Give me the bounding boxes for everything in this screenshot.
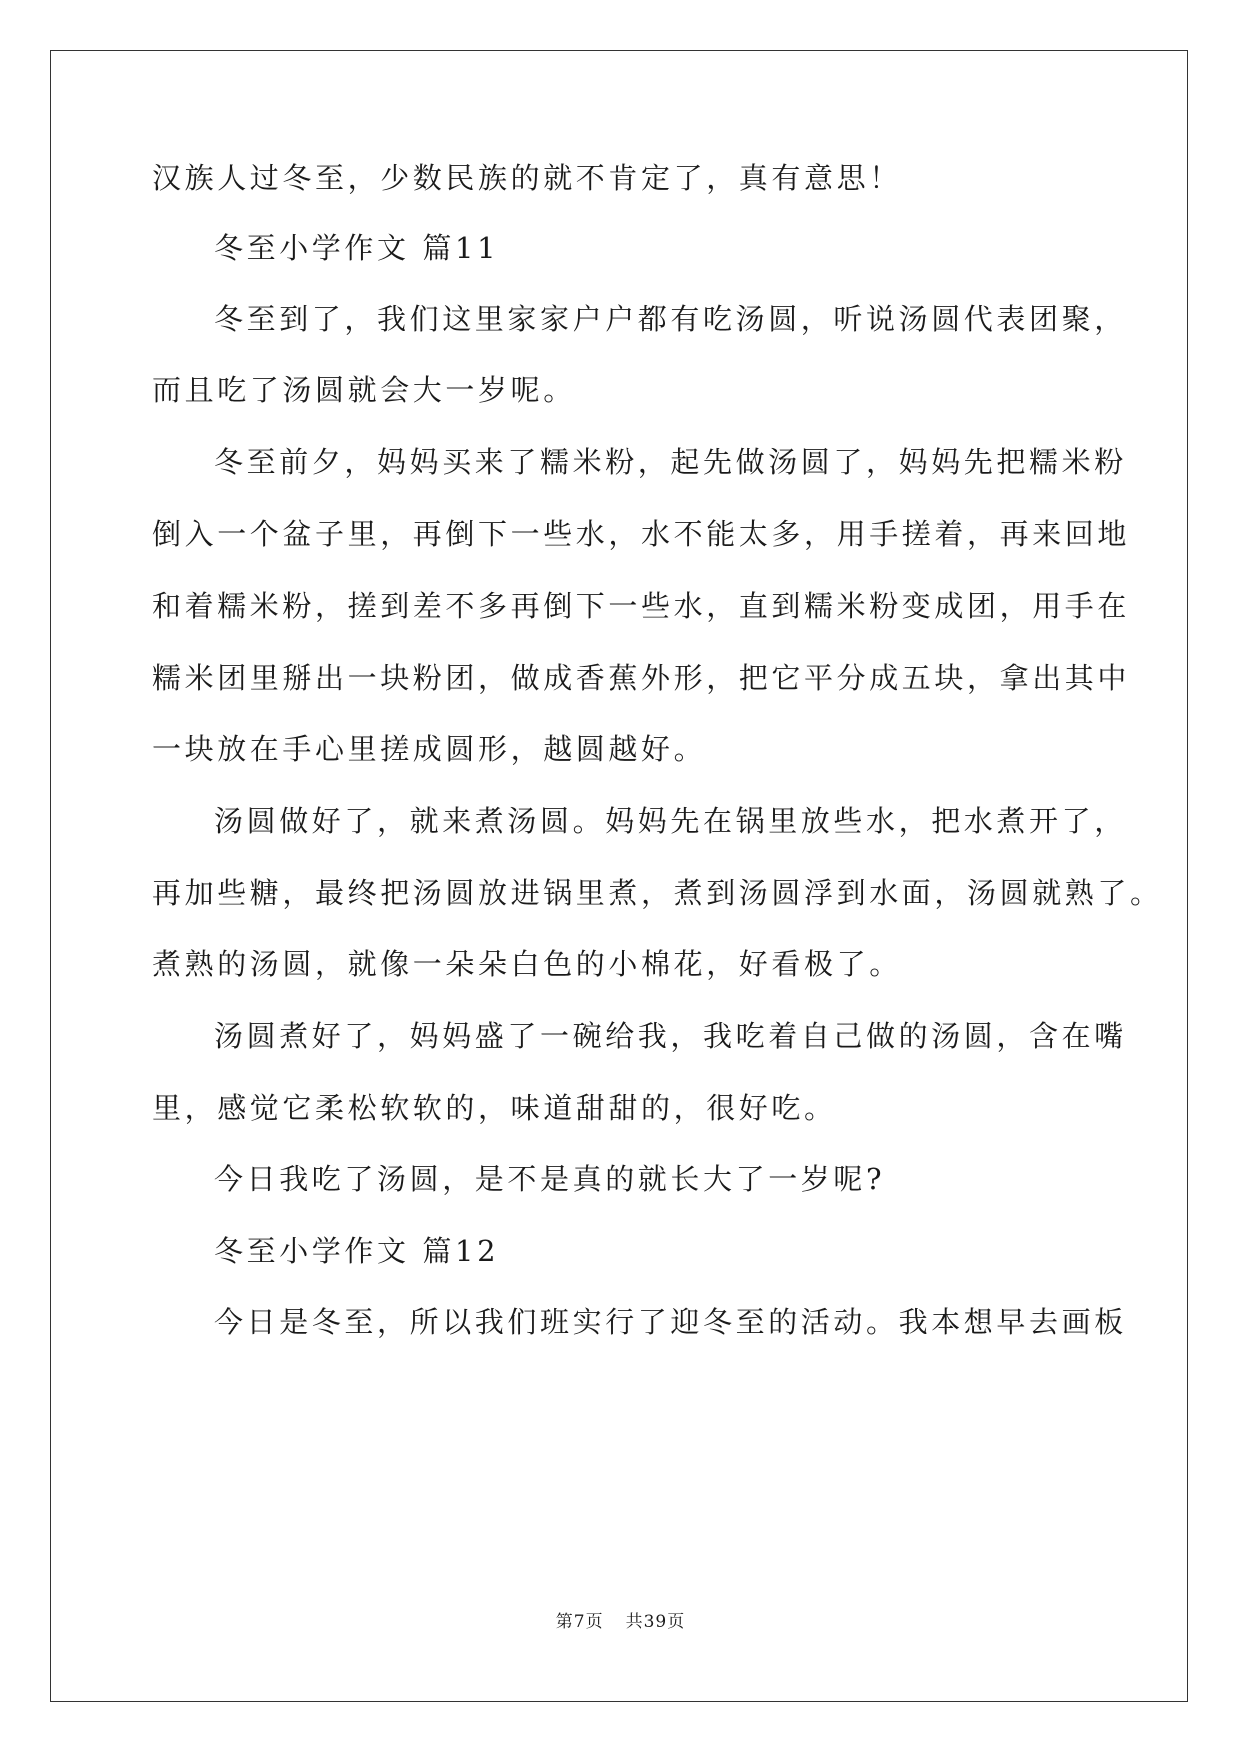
text-line: 和着糯米粉，搓到差不多再倒下一些水，直到糯米粉变成团，用手在 <box>152 589 1131 623</box>
text-line: 再加些糖，最终把汤圆放进锅里煮，煮到汤圆浮到水面，汤圆就熟了。 <box>152 876 1163 910</box>
text-line: 今日我吃了汤圆，是不是真的就长大了一岁呢? <box>214 1162 886 1196</box>
section-heading: 冬至小学作文 篇12 <box>214 1234 500 1268</box>
text-line: 今日是冬至，所以我们班实行了迎冬至的活动。我本想早去画板 <box>214 1305 1127 1339</box>
page-number: 第7页 <box>555 1612 604 1632</box>
text-line: 一块放在手心里搓成圆形，越圆越好。 <box>152 732 707 766</box>
text-line: 汤圆煮好了，妈妈盛了一碗给我，我吃着自己做的汤圆，含在嘴 <box>214 1019 1127 1053</box>
text-line: 冬至到了，我们这里家家户户都有吃汤圆，听说汤圆代表团聚， <box>214 302 1127 336</box>
text-line: 汉族人过冬至，少数民族的就不肯定了，真有意思！ <box>152 161 902 195</box>
text-line: 而且吃了汤圆就会大一岁呢。 <box>152 373 576 407</box>
text-line: 里，感觉它柔松软软的，味道甜甜的，很好吃。 <box>152 1091 837 1125</box>
page-total: 共39页 <box>625 1612 686 1632</box>
section-heading: 冬至小学作文 篇11 <box>214 231 500 265</box>
text-line: 倒入一个盆子里，再倒下一些水，水不能太多，用手搓着，再来回地 <box>152 517 1131 551</box>
text-line: 汤圆做好了，就来煮汤圆。妈妈先在锅里放些水，把水煮开了， <box>214 804 1127 838</box>
text-line: 煮熟的汤圆，就像一朵朵白色的小棉花，好看极了。 <box>152 947 902 981</box>
text-line: 糯米团里掰出一块粉团，做成香蕉外形，把它平分成五块，拿出其中 <box>152 661 1131 695</box>
page-footer <box>0 1610 1241 1634</box>
text-line: 冬至前夕，妈妈买来了糯米粉，起先做汤圆了，妈妈先把糯米粉 <box>214 445 1127 479</box>
